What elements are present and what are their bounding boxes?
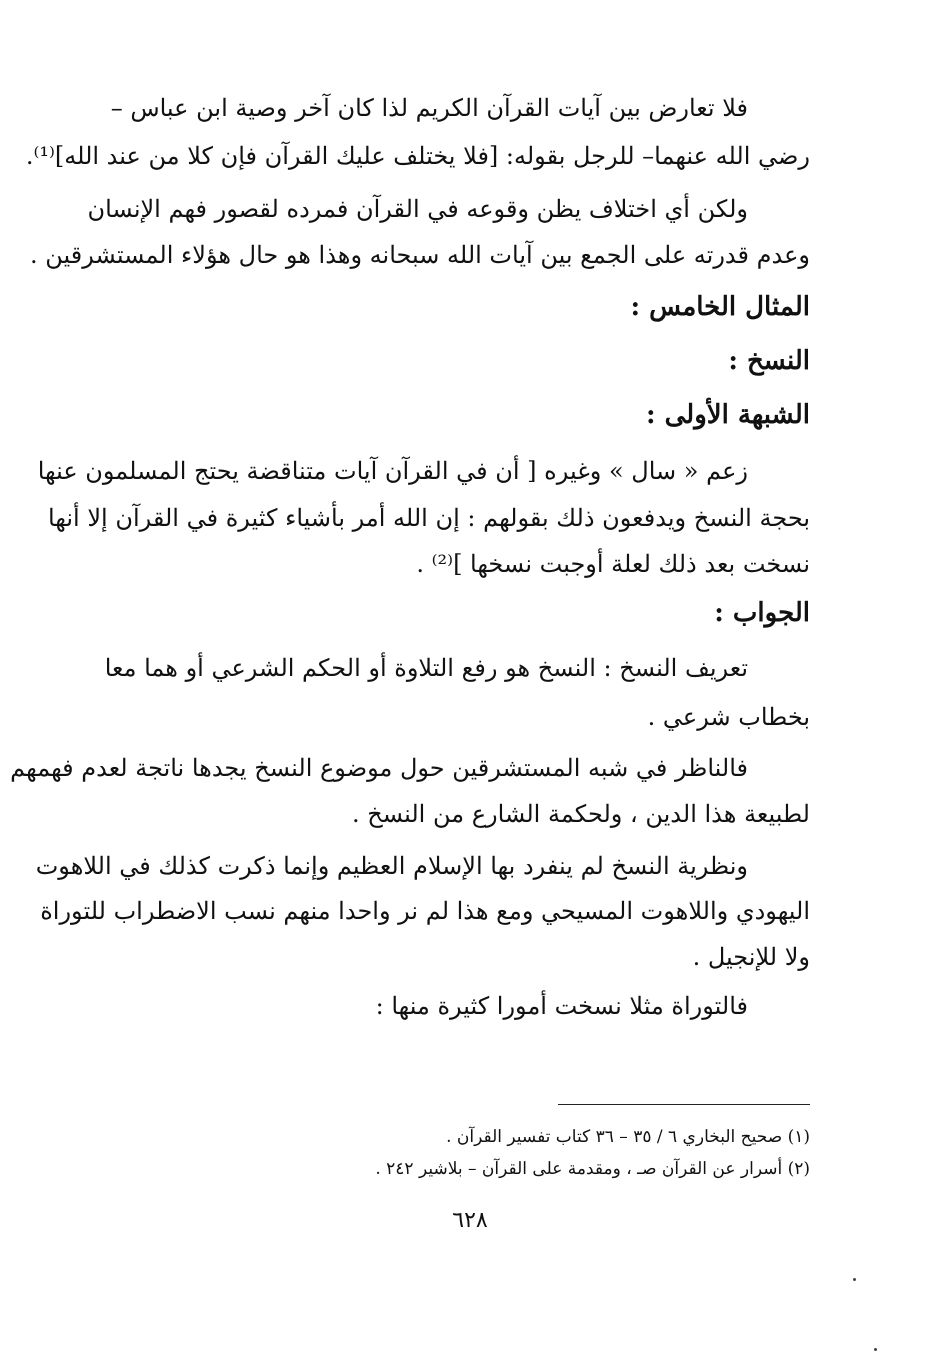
paragraph-3-line-1: زعم « سال » وغيره [ أن في القرآن آيات متناقضة يحتج المسلمون عنها — [37, 457, 748, 485]
paragraph-1-line-1: فلا تعارض بين آيات القرآن الكريم لذا كان آخر وصية ابن عباس – — [110, 94, 748, 122]
footnote-separator — [558, 1104, 810, 1105]
paragraph-7-line-1: فالتوراة مثلا نسخت أمورا كثيرة منها : — [375, 992, 748, 1020]
paragraph-4-line-2: بخطاب شرعي . — [647, 703, 810, 731]
paragraph-5-line-1: فالناظر في شبه المستشرقين حول موضوع النسخ يجدها ناتجة لعدم فهمهم — [10, 754, 748, 782]
paragraph-2-line-1: ولكن أي اختلاف يظن وقوعه في القرآن فمرده لقصور فهم الإنسان — [87, 195, 748, 223]
paragraph-3-line-2: بحجة النسخ ويدفعون ذلك بقولهم : إن الله أمر بأشياء كثيرة في القرآن إلا أنها — [47, 504, 810, 532]
paragraph-3-line-3: نسخت بعد ذلك لعلة أوجبت نسخها ]⁽²⁾ . — [416, 550, 810, 578]
paragraph-6-line-1: ونظرية النسخ لم ينفرد بها الإسلام العظيم وإنما ذكرت كذلك في اللاهوت — [35, 852, 748, 880]
heading-answer: الجواب : — [714, 598, 810, 628]
heading-abrogation: النسخ : — [728, 346, 810, 376]
scan-speck — [853, 1278, 856, 1281]
paragraph-6-line-2: اليهودي واللاهوت المسيحي ومع هذا لم نر واحدا منهم نسب الاضطراب للتوراة — [40, 897, 810, 925]
paragraph-6-line-3: ولا للإنجيل . — [692, 943, 810, 971]
footnote-2: (٢) أسرار عن القرآن صـ ، ومقدمة على القرآن – بلاشير ٢٤٢ . — [375, 1159, 810, 1179]
paragraph-4-line-1: تعريف النسخ : النسخ هو رفع التلاوة أو الحكم الشرعي أو هما معا — [104, 654, 748, 682]
paragraph-5-line-2: لطبيعة هذا الدين ، ولحكمة الشارع من النسخ . — [351, 800, 810, 828]
paragraph-1-line-2: رضي الله عنهما– للرجل بقوله: [فلا يختلف عليك القرآن فإن كلا من عند الله]⁽¹⁾. — [25, 142, 810, 170]
heading-first-doubt: الشبهة الأولى : — [645, 400, 810, 430]
page-number: ٦٢٨ — [452, 1208, 488, 1233]
paragraph-2-line-2: وعدم قدرته على الجمع بين آيات الله سبحانه وهذا هو حال هؤلاء المستشرقين . — [29, 241, 810, 269]
scan-speck — [874, 1348, 877, 1351]
footnote-1: (١) صحيح البخاري ٦ / ٣٥ – ٣٦ كتاب تفسير القرآن . — [446, 1127, 810, 1147]
heading-example-five: المثال الخامس : — [630, 292, 810, 322]
